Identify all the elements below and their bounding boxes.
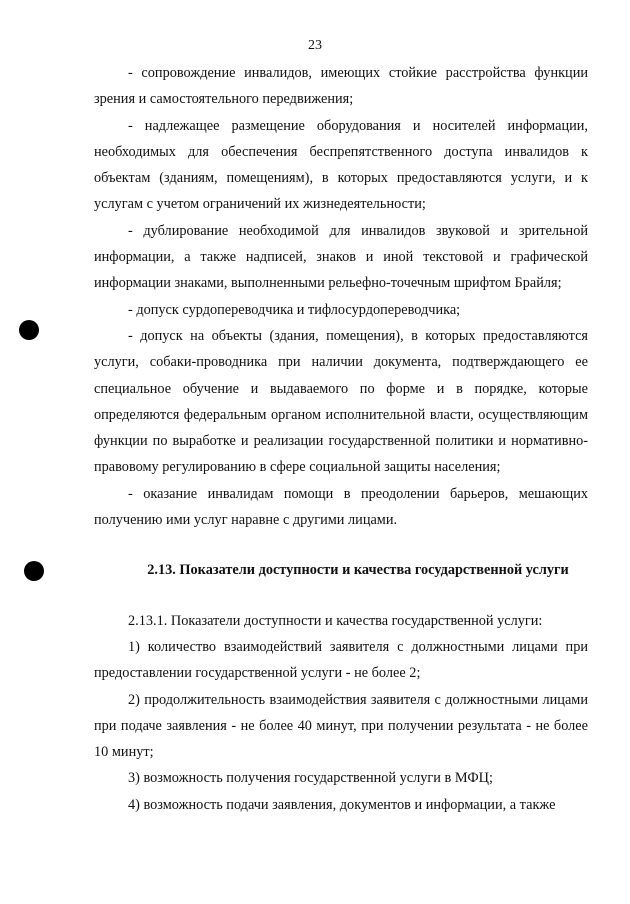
page-number: 23 <box>308 38 322 53</box>
paragraph: - дублирование необходимой для инвалидов звуковой и зрительной информации, а также надписей, знаков и иной текстовой и графической информации знаками, выполненными рельефно-точечным шрифтом Брайля; <box>94 222 588 292</box>
paragraph: - допуск сурдопереводчика и тифлосурдопереводчика; <box>128 301 461 318</box>
paragraph: 3) возможность получения государственной услуги в МФЦ; <box>128 770 493 787</box>
paragraph: - оказание инвалидам помощи в преодолении барьеров, мешающих получению ими услуг наравне с другими лицами. <box>94 485 588 529</box>
paragraph: - надлежащее размещение оборудования и носителей информации, необходимых для обеспечения беспрепятственного доступа инвалидов к объектам (зданиям, помещениям), в которых предоставляются услуги, и к услугам с учетом ограничений их жизнедеятельности; <box>94 117 588 213</box>
paragraph: 1) количество взаимодействий заявителя с должностными лицами при предоставлении государственной услуги - не более 2; <box>94 638 588 682</box>
binder-hole-mark <box>19 320 39 340</box>
paragraph: 2.13.1. Показатели доступности и качества государственной услуги: <box>128 612 543 629</box>
paragraph: - сопровождение инвалидов, имеющих стойкие расстройства функции зрения и самостоятельного передвижения; <box>94 65 588 108</box>
binder-hole-mark <box>24 561 44 581</box>
section-heading: 2.13. Показатели доступности и качества государственной услуги <box>147 562 569 579</box>
paragraph: 4) возможность подачи заявления, документов и информации, а также <box>128 796 556 813</box>
paragraph: 2) продолжительность взаимодействия заявителя с должностными лицами при подаче заявления - не более 40 минут, при получении результата - не более 10 минут; <box>94 691 588 761</box>
document-body <box>94 60 588 818</box>
paragraph: - допуск на объекты (здания, помещения), в которых предоставляются услуги, собаки-проводника при наличии документа, подтверждающего ее специальное обучение и выдаваемого по форме и в порядке, которые определяются федеральным органом исполнительной власти, осуществляющим функции по выработке и реализации государственной политики и нормативно-правовому регулированию в сфере социальной защиты населения; <box>94 327 588 476</box>
